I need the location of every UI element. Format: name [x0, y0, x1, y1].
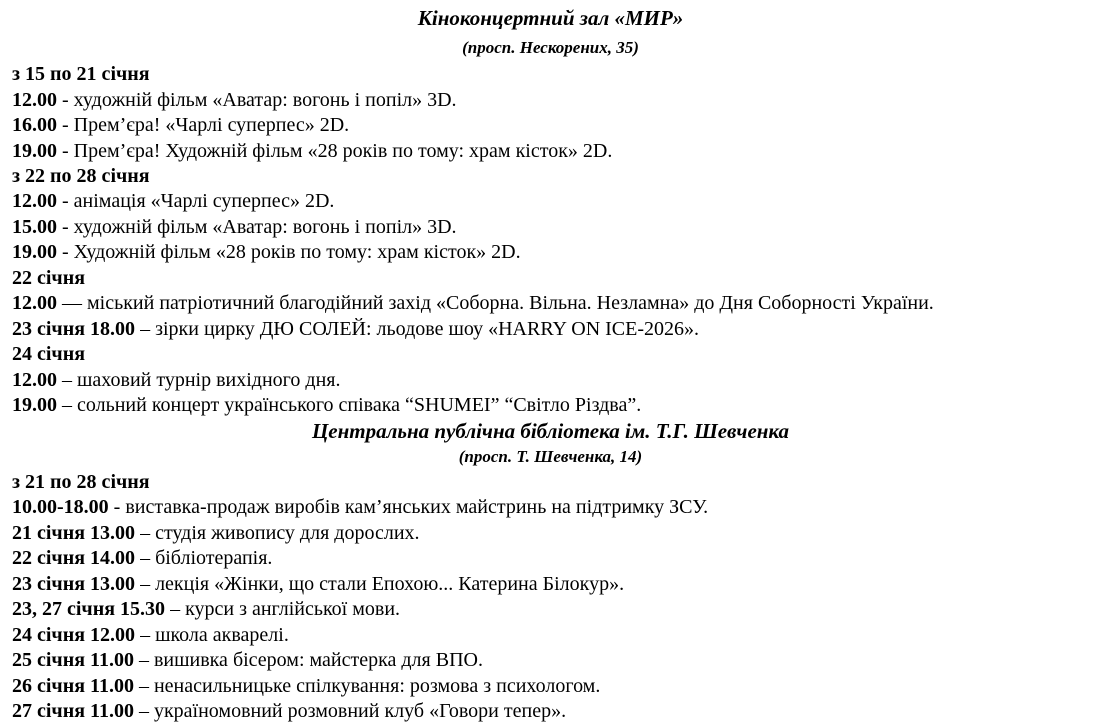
schedule-text: - художній фільм «Аватар: вогонь і попіл» 3D. [57, 89, 457, 111]
schedule-line [12, 521, 420, 545]
schedule-time: 12.00 [12, 190, 57, 212]
schedule-time: 22 січня 14.00 [12, 547, 136, 569]
schedule-line [12, 88, 457, 112]
schedule-line [12, 139, 612, 163]
schedule-line [12, 699, 566, 723]
schedule-text: — міський патріотичний благодійний захід «Соборна. Вільна. Незламна» до Дня Соборності України. [57, 292, 934, 314]
schedule-text: – бібліотерапія. [135, 547, 273, 569]
date-heading [12, 470, 150, 494]
schedule-text: – шаховий турнір вихідного дня. [57, 369, 341, 391]
schedule-line [12, 623, 289, 647]
schedule-text: – сольний концерт українського співака “SHUMEI” “Світло Різдва”. [57, 394, 642, 416]
schedule-time: 12.00 [12, 369, 57, 391]
schedule-text: – зірки цирку ДЮ СОЛЕЙ: льодове шоу «HARRY ON ICE-2026». [135, 318, 700, 340]
schedule-time: з 21 по 28 січня [12, 471, 150, 493]
schedule-text: - анімація «Чарлі суперпес» 2D. [57, 190, 335, 212]
schedule-time: 12.00 [12, 292, 57, 314]
schedule-line [12, 597, 400, 621]
schedule-time: 19.00 [12, 241, 57, 263]
schedule-time: 19.00 [12, 140, 57, 162]
schedule-line [12, 546, 272, 570]
schedule-line [12, 368, 340, 392]
schedule-line [12, 393, 641, 417]
schedule-time: 24 січня [12, 343, 86, 365]
schedule-time: 10.00-18.00 [12, 496, 109, 518]
schedule-time: 23, 27 січня 15.30 [12, 598, 166, 620]
schedule-text: - художній фільм «Аватар: вогонь і попіл» 3D. [57, 216, 457, 238]
schedule-line [12, 317, 699, 341]
schedule-time: 24 січня 12.00 [12, 624, 136, 646]
venue-address-cinema: (просп. Нескорених, 35) [462, 38, 639, 57]
schedule-line [12, 189, 334, 213]
schedule-line [12, 495, 708, 519]
schedule-line [12, 648, 483, 672]
venue-title-cinema: Кіноконцертний зал «МИР» [417, 6, 684, 30]
schedule-time: 23 січня 13.00 [12, 573, 136, 595]
schedule-text: – вишивка бісером: майстерка для ВПО. [133, 649, 483, 671]
schedule-line [12, 240, 521, 264]
schedule-time: 19.00 [12, 394, 57, 416]
schedule-line [12, 291, 934, 315]
schedule-time: 16.00 [12, 114, 57, 136]
date-heading [12, 164, 150, 188]
schedule-time: 23 січня 18.00 [12, 318, 136, 340]
schedule-line [12, 572, 624, 596]
schedule-text: – курси з англійської мови. [165, 598, 401, 620]
schedule-time: 22 січня [12, 267, 86, 289]
schedule-text: – ненасильницьке спілкування: розмова з психологом. [133, 675, 601, 697]
schedule-time: 26 січня 11.00 [12, 675, 134, 697]
schedule-text: - Художній фільм «28 років по тому: храм кісток» 2D. [57, 241, 521, 263]
schedule-line [12, 674, 600, 698]
schedule-time: 15.00 [12, 216, 57, 238]
schedule-time: з 15 по 21 січня [12, 63, 150, 85]
date-heading [12, 62, 150, 86]
schedule-time: 25 січня 11.00 [12, 649, 134, 671]
schedule-text: – студія живопису для дорослих. [135, 522, 420, 544]
schedule-time: з 22 по 28 січня [12, 165, 150, 187]
schedule-text: - Прем’єра! Художній фільм «28 років по тому: храм кісток» 2D. [57, 140, 613, 162]
schedule-text: - виставка-продаж виробів кам’янських майстринь на підтримку ЗСУ. [108, 496, 709, 518]
schedule-time: 21 січня 13.00 [12, 522, 136, 544]
date-heading [12, 342, 85, 366]
schedule-line [12, 215, 457, 239]
schedule-line [12, 113, 349, 137]
schedule-text: - Прем’єра! «Чарлі суперпес» 2D. [57, 114, 350, 136]
date-heading [12, 266, 85, 290]
schedule-time: 12.00 [12, 89, 57, 111]
schedule-text: – україномовний розмовний клуб «Говори тепер». [133, 700, 567, 722]
schedule-text: – лекція «Жінки, що стали Епохою... Катерина Білокур». [135, 573, 625, 595]
venue-title-library: Центральна публічна бібліотека ім. Т.Г. Шевченка [311, 419, 790, 443]
schedule-time: 27 січня 11.00 [12, 700, 134, 722]
venue-address-library: (просп. Т. Шевченка, 14) [458, 447, 643, 466]
schedule-text: – школа акварелі. [135, 624, 289, 646]
